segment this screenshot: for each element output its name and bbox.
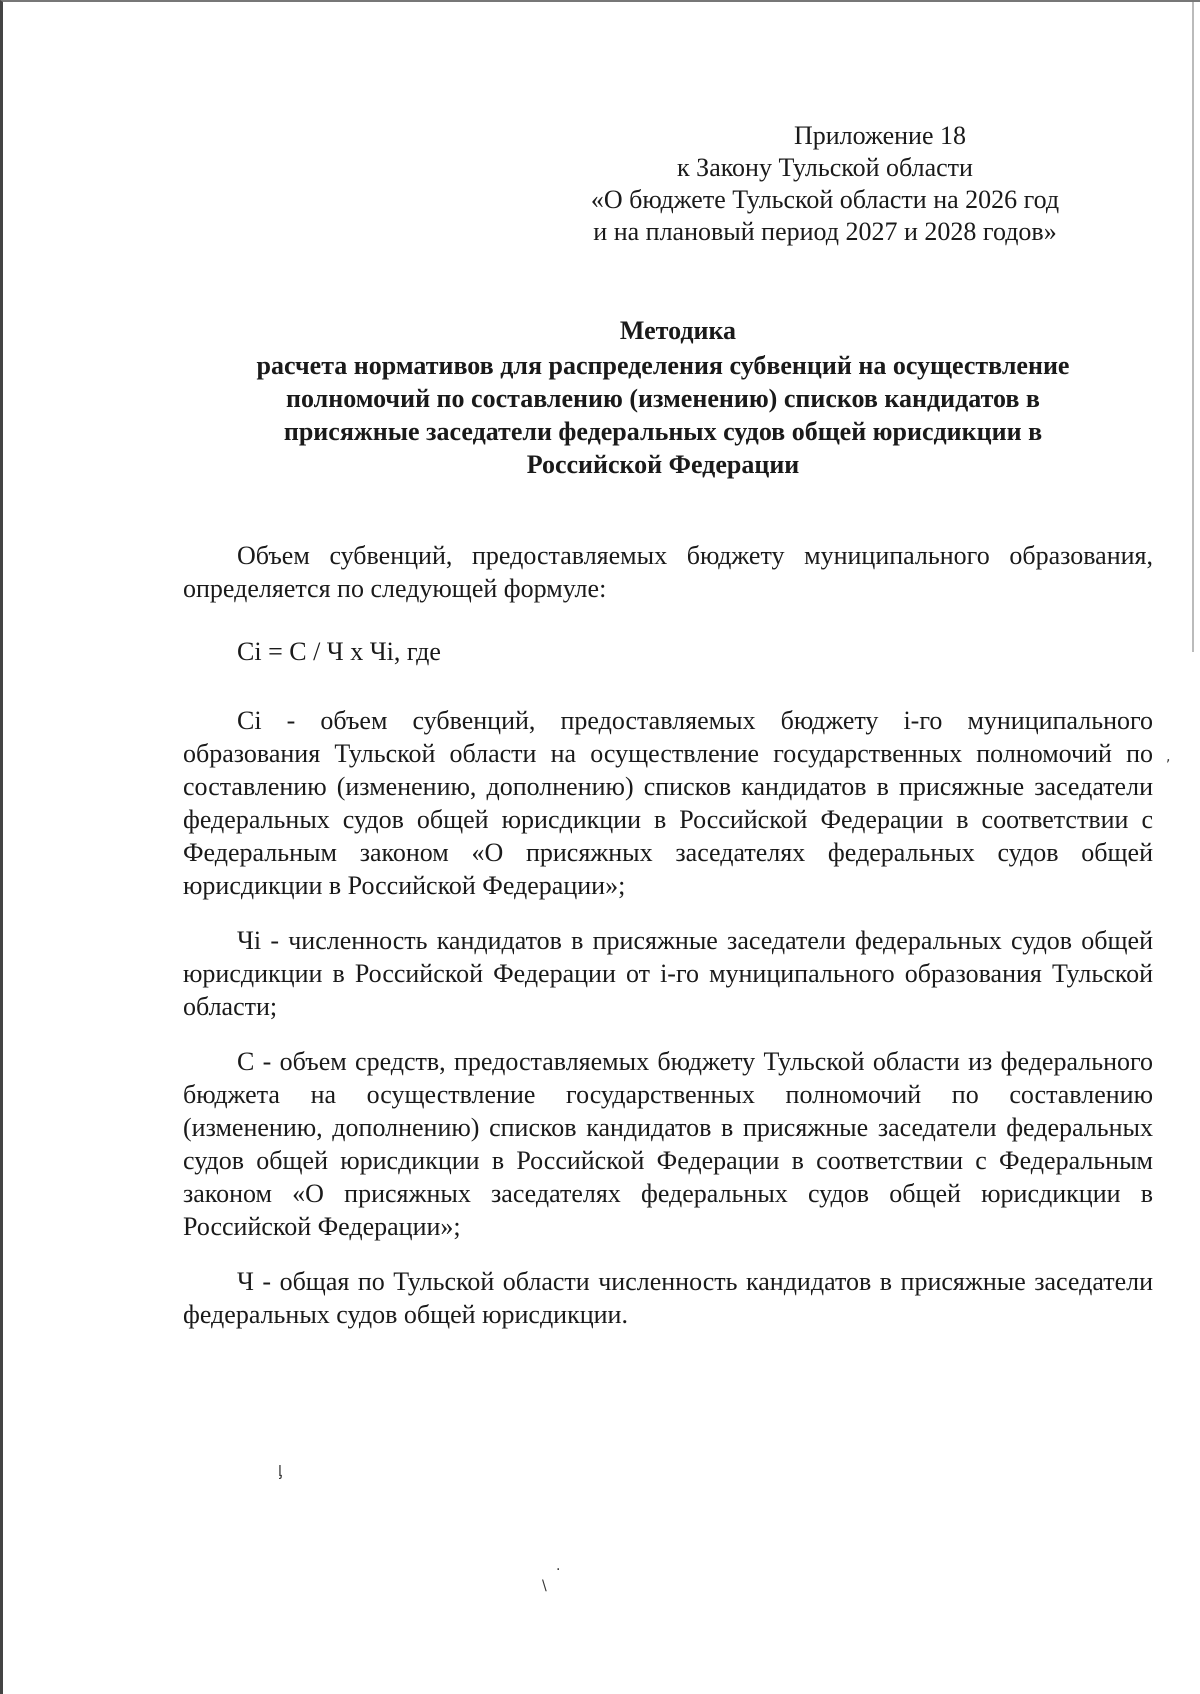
document-body	[183, 539, 1153, 1353]
scan-speck: \	[542, 1578, 547, 1594]
definition-ci: Ci - объем субвенций, предоставляемых бюджету i-го муниципального образования Тульской области на осуществление государственных полномочий по составлению (изменению, дополнению) списков кандидатов в присяжные заседатели федеральных судов общей юрисдикции в Российской Федерации в соответствии с Федеральным законом «О присяжных заседателях федеральных судов общей юрисдикции в Российской Федерации»;	[183, 706, 1153, 900]
scan-edge	[1192, 2, 1194, 652]
appendix-law-reference: к Закону Тульской области	[677, 153, 973, 182]
scan-speck: ,	[1166, 749, 1171, 765]
scan-speck: ᶅ	[278, 1464, 282, 1480]
definition-c: С - объем средств, предоставляемых бюджету Тульской области из федерального бюджета на осуществление государственных полномочий по составлению (изменению, дополнению) списков кандидатов в присяжные заседатели федеральных судов общей юрисдикции в Российской Федерации в соответствии с Федеральным законом «О присяжных заседателях федеральных судов общей юрисдикции в Российской Федерации»;	[183, 1047, 1153, 1241]
definition-chi: Чi - численность кандидатов в присяжные заседатели федеральных судов общей юрисдикции в Российской Федерации от i-го муниципального образования Тульской области;	[183, 926, 1153, 1021]
definition-ch: Ч - общая по Тульской области численность кандидатов в присяжные заседатели федеральных судов общей юрисдикции.	[183, 1267, 1153, 1329]
appendix-law-title-line2: и на плановый период 2027 и 2028 годов»	[593, 217, 1057, 246]
title-heading: Методика	[619, 316, 737, 345]
scan-speck: ·	[556, 1562, 561, 1578]
title-line-1: расчета нормативов для распределения субвенций на осуществление	[256, 351, 1070, 380]
document-title	[183, 314, 1143, 481]
appendix-header	[525, 120, 1125, 248]
title-line-3: присяжные заседатели федеральных судов общей юрисдикции в	[283, 417, 1043, 446]
title-line-2: полномочий по составлению (изменению) списков кандидатов в	[286, 384, 1040, 413]
appendix-number: Приложение 18	[793, 121, 967, 150]
formula: Ci = С / Ч х Чi, где	[237, 637, 441, 666]
intro-paragraph: Объем субвенций, предоставляемых бюджету муниципального образования, определяется по следующей формуле:	[183, 541, 1153, 603]
title-line-4: Российской Федерации	[526, 450, 800, 479]
appendix-law-title-line1: «О бюджете Тульской области на 2026 год	[590, 185, 1060, 214]
